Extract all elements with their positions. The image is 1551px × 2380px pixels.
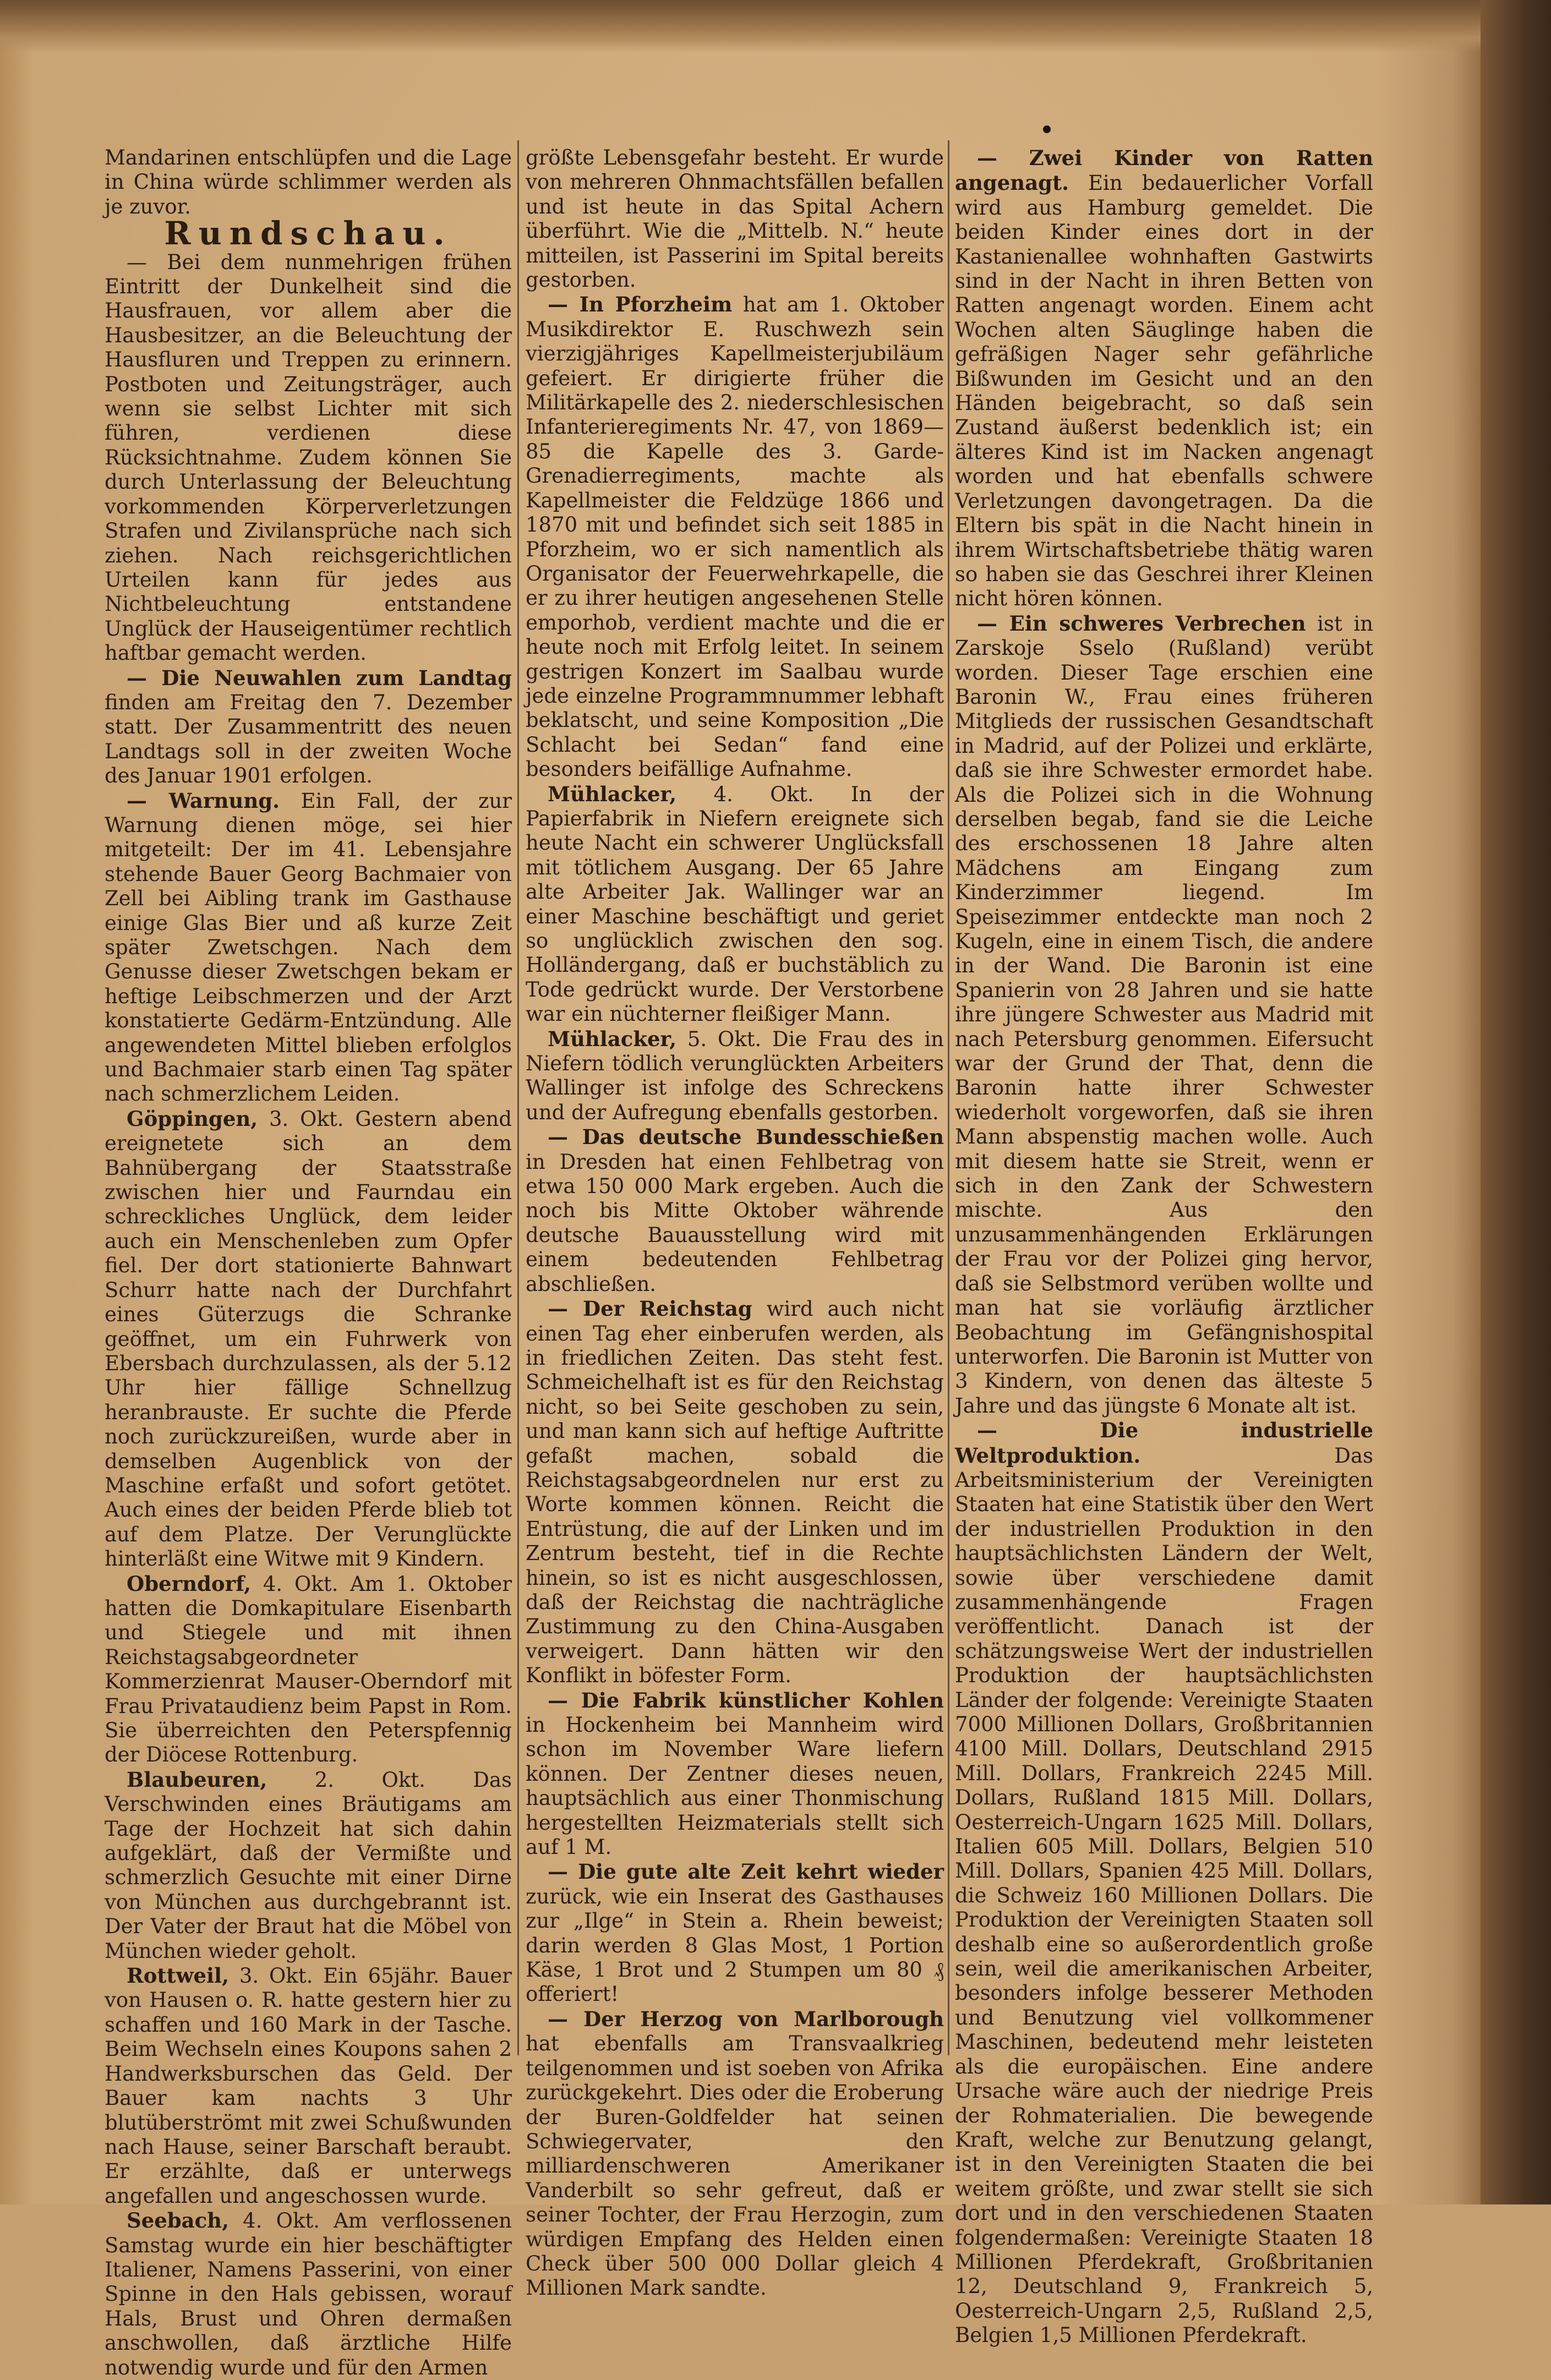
intro-paragraph: Mandarinen entschlüpfen und die Lage in China würde schlimmer werden als je zuvor. [105,146,512,218]
article-marlborough: — Der Herzog von Marlborough hat ebenfalls am Transvaalkrieg teilgenommen und ist soeben von Afrika zurückgekehrt. Dies oder die Eroberung der Buren-Goldfelder hat seinen Schwiegervater, den milliardenschweren Amerikaner Vanderbilt so sehr gefreut, daß er seiner Tochter, der Frau Herzogin, zum würdigen Empfang des Helden einen Check über 500 000 Dollar gleich 4 Millionen Mark sandte. [526,2006,944,2300]
article-landtag: — Die Neuwahlen zum Landtag finden am Freitag den 7. Dezember statt. Der Zusammentritt des neuen Landtags soll in der zweiten Woche des Januar 1901 erfolgen. [105,665,512,788]
article-lighting: — Bei dem nunmehrigen frühen Eintritt der Dunkelheit sind die Hausfrauen, vor allem aber die Hausbesitzer, an die Beleuchtung der Hausfluren und Treppen zu erinnern. Postboten und Zeitungsträger, auch wenn sie selbst Lichter mit sich führen, verdienen diese Rücksichtnahme. Zudem können Sie durch Unterlassung der Beleuchtung vorkommenden Körperverletzungen Strafen und Zivilansprüche nach sich ziehen. Nach reichsgerichtlichen Urteilen kann für jedes aus Nichtbeleuchtung entstandene Unglück der Hauseigentümer rechtlich haftbar gemacht werden. [105,250,512,665]
column-3 [955,146,1373,2348]
article-oberndorf: Oberndorf, 4. Okt. Am 1. Oktober hatten die Domkapitulare Eisenbarth und Stiegele und mit ihnen Reichstagsabgeordneter Kommerzienrat Mauser-Oberndorf mit Frau Privataudienz beim Papst in Rom. Sie überreichten den Peterspfennig der Diöcese Rottenburg. [105,1571,512,1767]
ink-dot [1043,125,1051,133]
article-seebach: Seebach, 4. Okt. Am verflossenen Samstag wurde ein hier beschäftigter Italiener, Namens Passerini, von einer Spinne in den Hals gebissen, worauf Hals, Brust und Ohren dermaßen anschwollen, daß ärztliche Hilfe notwendig wurde und für den Armen [105,2208,512,2379]
article-warnung: — Warnung. Ein Fall, der zur Warnung dienen möge, sei hier mitgeteilt: Der im 41. Lebensjahre stehende Bauer Georg Bachmaier von Zell bei Aibling trank im Gasthause einige Glas Bier und aß kurze Zeit später Zwetschgen. Nach dem Genusse dieser Zwetschgen bekam er heftige Leibschmerzen und der Arzt konstatierte Gedärm-Entzündung. Alle angewendeten Mittel blieben erfolglos und Bachmaier starb einen Tag später nach schmerzlichem Leiden. [105,788,512,1106]
article-gute-alte-zeit: — Die gute alte Zeit kehrt wieder zurück, wie ein Inserat des Gasthauses zur „Ilge“ in Stein a. Rhein beweist; darin werden 8 Glas Most, 1 Portion Käse, 1 Brot und 2 Stumpen um 80 ₰ offeriert! [526,1859,944,2006]
article-weltproduktion: — Die industrielle Weltproduktion. Das Arbeitsministerium der Vereinigten Staaten hat eine Statistik über den Wert der industriellen Produktion in den hauptsächlichsten Ländern der Welt, sowie über verschiedene damit zusammenhängende Fragen veröffentlicht. Danach ist der schätzungsweise Wert der industriellen Produktion der hauptsächlichsten Länder der folgende: Vereinigte Staaten 7000 Millionen Dollars, Großbritannien 4100 Mill. Dollars, Deutschland 2915 Mill. Dollars, Frankreich 2245 Mill. Dollars, Rußland 1815 Mill. Dollars, Oesterreich-Ungarn 1625 Mill. Dollars, Italien 605 Mill. Dollars, Belgien 510 Mill. Dollars, Spanien 425 Mill. Dollars, die Schweiz 160 Millionen Dollars. Die Produktion der Vereinigten Staaten soll deshalb eine so außerordentlich große sein, weil die amerikanischen Arbeiter, besonders infolge besserer Methoden und Benutzung viel vollkommener Maschinen, bedeutend mehr leisteten als die europäischen. Eine andere Ursache wäre auch der niedrige Preis der Rohmaterialien. Die bewegende Kraft, welche zur Benutzung gelangt, ist in den Vereinigten Staaten die bei weitem größte, und zwar stellt sie sich dort und in den verschiedenen Staaten folgendermaßen: Vereinigte Staaten 18 Millionen Pferdekraft, Großbritanien 12, Deutschland 9, Frankreich 5, Oesterreich-Ungarn 2,5, Rußland 2,5, Belgien 1,5 Millionen Pferdekraft. [955,1418,1373,2348]
article-ratten: — Zwei Kinder von Ratten angenagt. Ein bedauerlicher Vorfall wird aus Hamburg gemeldet. Die beiden Kinder eines dort in der Kastanienallee wohnhaften Gastwirts sind in der Nacht in ihren Betten von Ratten angenagt worden. Einem acht Wochen alten Säuglinge haben die gefräßigen Nager sehr gefährliche Bißwunden im Gesicht und an den Händen beigebracht, so daß sein Zustand äußerst bedenklich ist; ein älteres Kind ist im Nacken angenagt worden und hat ebenfalls schwere Verletzungen davongetragen. Da die Eltern bis spät in die Nacht hinein in ihrem Wirtschaftsbetriebe thätig waren so haben sie das Geschrei ihrer Kleinen nicht hören können. [955,146,1373,611]
article-seebach-cont: größte Lebensgefahr besteht. Er wurde von mehreren Ohnmachtsfällen befallen und ist heute in das Spital Achern überführt. Wie die „Mittelb. N.“ heute mitteilen, ist Passerini im Spital bereits gestorben. [526,146,944,292]
column-1 [105,146,512,2379]
article-kohlen: — Die Fabrik künstlicher Kohlen in Hockenheim bei Mannheim wird schon im November Ware liefern können. Der Zentner dieses neuen, hauptsächlich aus einer Thonmischung hergestellten Heizmaterials stellt sich auf 1 M. [526,1688,944,1859]
article-blaubeuren: Blaubeuren, 2. Okt. Das Verschwinden eines Bräutigams am Tage der Hochzeit hat sich dahin aufgeklärt, daß der Vermißte und schmerzlich Gesuchte mit einer Dirne von München aus durchgebrannt ist. Der Vater der Braut hat die Möbel von München wieder geholt. [105,1767,512,1963]
column-rule-1 [517,140,519,2055]
article-muehlacker-1: Mühlacker, 4. Okt. In der Papierfabrik in Niefern ereignete sich heute Nacht ein schwerer Unglücksfall mit tötlichem Ausgang. Der 65 Jahre alte Arbeiter Jak. Wallinger war an einer Maschine beschäftigt und geriet so unglücklich zwischen den sog. Holländergang, daß er buchstäblich zu Tode gedrückt wurde. Der Verstorbene war ein nüchterner fleißiger Mann. [526,781,944,1026]
page-top-edge [0,0,1551,52]
article-pforzheim: — In Pforzheim hat am 1. Oktober Musikdirektor E. Ruschwezh sein vierzigjähriges Kapellmeisterjubiläum gefeiert. Er dirigierte früher die Militärkapelle des 2. niederschlesischen Infanterieregiments Nr. 47, von 1869—85 die Kapelle des 3. Garde-Grenadierregiments, machte als Kapellmeister die Feldzüge 1866 und 1870 mit und befindet sich seit 1885 in Pforzheim, wo er sich namentlich als Organisator der Feuerwehrkapelle, die er zu ihrer heutigen angesehenen Stelle emporhob, verdient machte und die er heute noch mit Erfolg leitet. In seinem gestrigen Konzert im Saalbau wurde jede einzelne Programmnummer lebhaft beklatscht, und seine Komposition „Die Schlacht bei Sedan“ fand eine besonders beifällige Aufnahme. [526,292,944,781]
column-2 [526,146,944,2300]
article-goeppingen: Göppingen, 3. Okt. Gestern abend ereignetete sich an dem Bahnübergang der Staatsstraße zwischen hier und Faurndau ein schreckliches Unglück, dem leider auch ein Menschenleben zum Opfer fiel. Der dort stationierte Bahnwart Schurr hatte nach der Durchfahrt eines Güterzugs die Schranke geöffnet, um ein Fuhrwerk von Ebersbach durchzulassen, als der 5.12 Uhr hier fällige Schnellzug heranbrauste. Er suchte die Pferde noch zurückzureißen, wurde aber in demselben Augenblick von der Maschine erfaßt und sofort getötet. Auch eines der beiden Pferde blieb tot auf dem Platze. Der Verunglückte hinterläßt eine Witwe mit 9 Kindern. [105,1106,512,1571]
article-verbrechen: — Ein schweres Verbrechen ist in Zarskoje Sselo (Rußland) verübt worden. Dieser Tage erschien eine Baronin W., Frau eines früheren Mitglieds der russischen Gesandtschaft in Madrid, auf der Polizei und erklärte, daß sie ihre Schwester ermordet habe. Als die Polizei sich in die Wohnung derselben begab, fand sie die Leiche des erschossenen 18 Jahre alten Mädchens am Eingang zum Kinderzimmer liegend. Im Speisezimmer entdeckte man noch 2 Kugeln, eine in einem Tisch, die andere in der Wand. Die Baronin ist eine Spanierin von 28 Jahren und sie hatte ihre jüngere Schwester aus Madrid mit nach Petersburg genommen. Eifersucht war der Grund der That, denn die Baronin hatte ihrer Schwester wiederholt vorgeworfen, daß sie ihren Mann abspenstig machen wolle. Auch mit diesem hatte sie Streit, wenn er sich in den Zank der Schwestern mischte. Aus den unzusammenhängenden Erklärungen der Frau vor der Polizei ging hervor, daß sie Selbstmord verüben wollte und man hat sie vorläufig ärztlicher Beobachtung im Gefängnishospital unterworfen. Die Baronin ist Mutter von 3 Kindern, von denen das älteste 5 Jahre und das jüngste 6 Monate alt ist. [955,611,1373,1418]
article-rottweil: Rottweil, 3. Okt. Ein 65jähr. Bauer von Hausen o. R. hatte gestern hier zu schaffen und 160 Mark in der Tasche. Beim Wechseln eines Koupons sahen 2 Handwerksburschen das Geld. Der Bauer kam nachts 3 Uhr blutüberströmt mit zwei Schußwunden nach Hause, seiner Barschaft beraubt. Er erzählte, daß er unterwegs angefallen und angeschossen wurde. [105,1963,512,2208]
book-binding [1481,0,1551,2204]
article-bundesschiessen: — Das deutsche Bundesschießen in Dresden hat einen Fehlbetrag von etwa 150 000 Mark ergeben. Auch die noch bis Mitte Oktober währende deutsche Bauausstellung wird mit einem bedeutenden Fehlbetrag abschließen. [526,1125,944,1296]
section-heading: Rundschau. [164,215,452,253]
article-reichstag: — Der Reichstag wird auch nicht einen Tag eher einberufen werden, als in friedlichen Zeiten. Das steht fest. Schmeichelhaft ist es für den Reichstag nicht, so bei Seite geschoben zu sein, und man kann sich auf heftige Auftritte gefaßt machen, sobald die Reichstagsabgeordnelen nur erst zu Worte kommen können. Reicht die Entrüstung, die auf der Linken und im Zentrum besteht, tief in die Rechte hinein, so ist es nicht ausgeschlossen, daß der Reichstag die nachträgliche Zustimmung zu den China-Ausgaben verweigert. Dann hätten wir den Konflikt in böfester Form. [526,1296,944,1688]
article-muehlacker-2: Mühlacker, 5. Okt. Die Frau des in Niefern tödlich verunglückten Arbeiters Wallinger ist infolge des Schreckens und der Aufregung ebenfalls gestorben. [526,1026,944,1124]
column-rule-2 [948,140,949,2055]
